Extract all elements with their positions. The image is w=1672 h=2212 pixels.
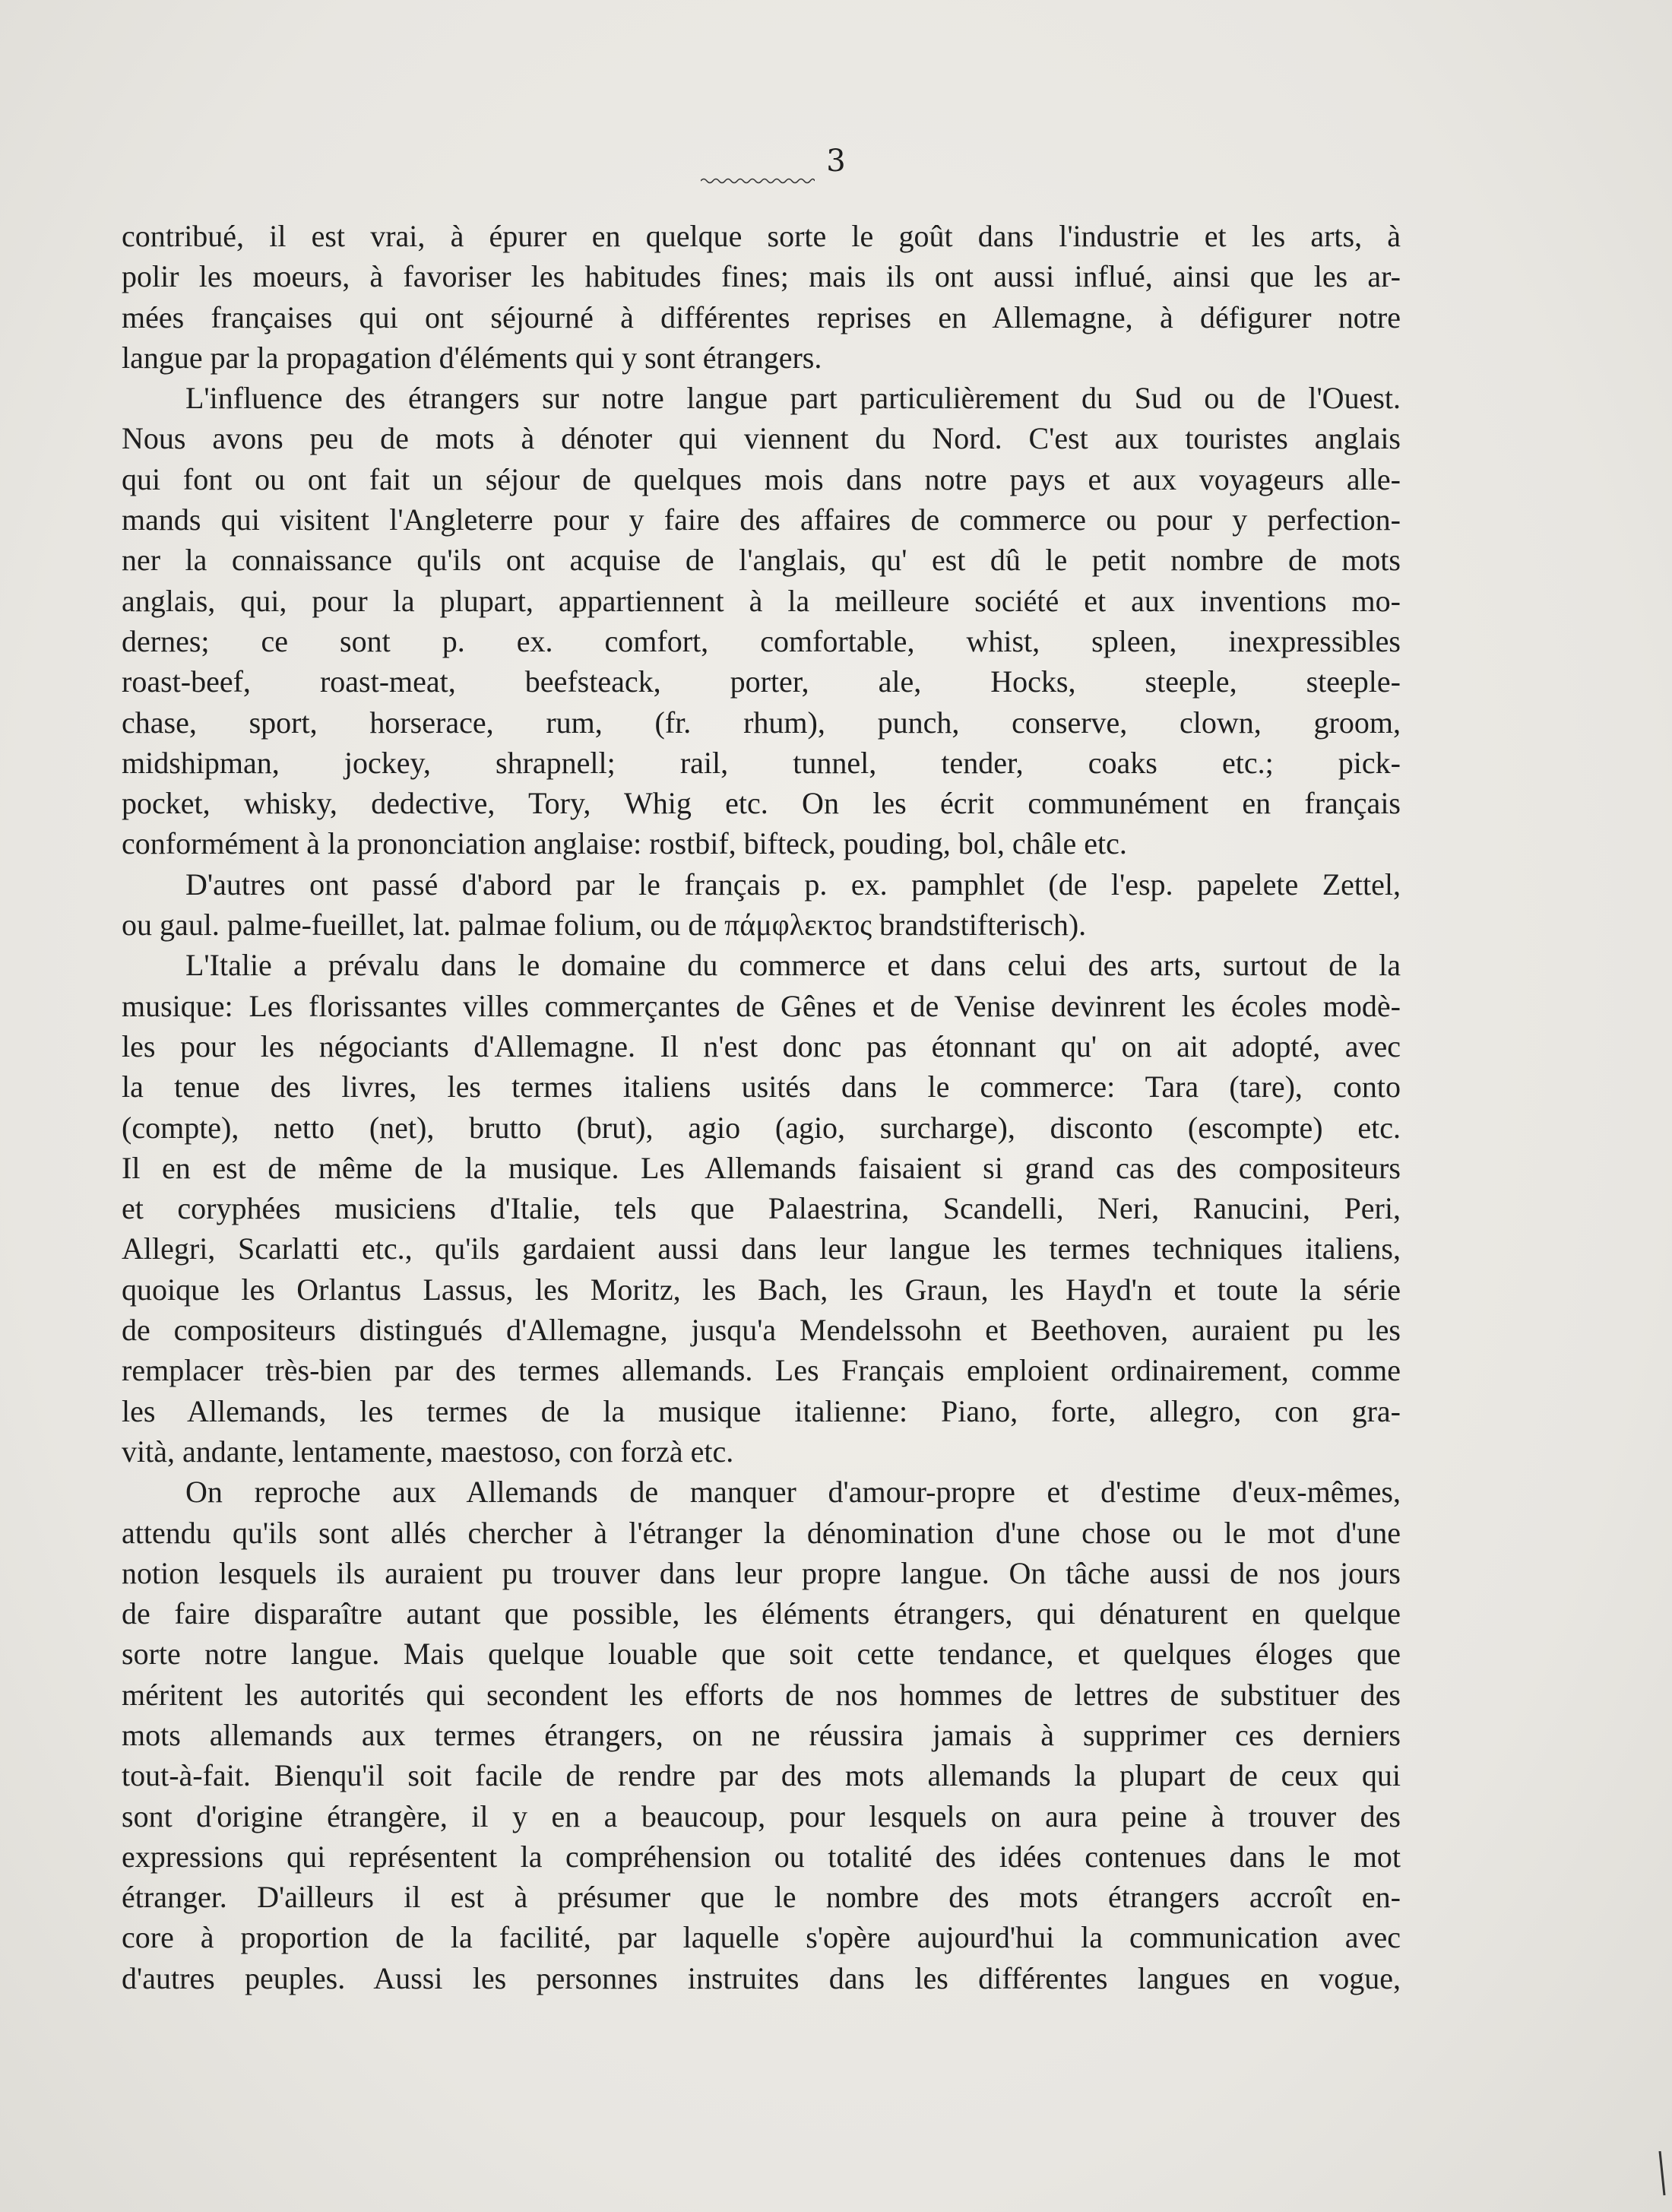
text-line: mées françaises qui ont séjourné à différentes reprises en Allemagne, à défigurer notre (122, 299, 1401, 334)
page-number: 3 (826, 144, 846, 179)
text-line: contribué, il est vrai, à épurer en quelque sorte le goût dans l'industrie et les arts, à (122, 219, 1401, 253)
text-line: Allegri, Scarlatti etc., qu'ils gardaient aussi dans leur langue les termes techniques italiens, (122, 1231, 1401, 1266)
text-line: vità, andante, lentamente, maestoso, con forzà etc. (122, 1434, 734, 1469)
text-line: musique: Les florissantes villes commerçantes de Gênes et de Venise devinrent les écoles modè- (122, 988, 1401, 1023)
text-line: langue par la propagation d'éléments qui y sont étrangers. (122, 340, 822, 375)
text-line: roast-beef, roast-meat, beefsteack, porter, ale, Hocks, steeple, steeple- (122, 664, 1401, 699)
text-line: de faire disparaître autant que possible, les éléments étrangers, qui dénaturent en quelque (122, 1596, 1401, 1631)
text-line: anglais, qui, pour la plupart, appartiennent à la meilleure société et aux inventions mo- (122, 583, 1401, 618)
page-edge-mark (1658, 2151, 1666, 2197)
text-line: On reproche aux Allemands de manquer d'amour-propre et d'estime d'eux-mêmes, (185, 1475, 1401, 1510)
text-line: chase, sport, horserace, rum, (fr. rhum), punch, conserve, clown, groom, (122, 705, 1401, 740)
text-line: sont d'origine étrangère, il y en a beaucoup, pour lesquels on aura peine à trouver des (122, 1798, 1401, 1833)
text-line: (compte), netto (net), brutto (brut), agio (agio, surcharge), disconto (escompte) etc. (122, 1110, 1401, 1145)
text-line: qui font ou ont fait un séjour de quelques mois dans notre pays et aux voyageurs alle- (122, 461, 1401, 496)
text-line: la tenue des livres, les termes italiens usités dans le commerce: Tara (tare), conto (122, 1070, 1401, 1104)
body-text (122, 216, 1401, 1998)
text-line: ner la connaissance qu'ils ont acquise de l'anglais, qu' est dû le petit nombre de mots (122, 543, 1401, 578)
text-line: quoique les Orlantus Lassus, les Moritz, les Bach, les Graun, les Hayd'n et toute la série (122, 1272, 1401, 1307)
text-line: dernes; ce sont p. ex. comfort, comfortable, whist, spleen, inexpressibles (122, 623, 1401, 658)
text-line: polir les moeurs, à favoriser les habitudes fines; mais ils ont aussi influé, ainsi que les ar- (122, 259, 1401, 294)
text-line: expressions qui représentent la compréhension ou totalité des idées contenues dans le mot (122, 1839, 1401, 1874)
text-line: étranger. D'ailleurs il est à présumer que le nombre des mots étrangers accroît en- (122, 1880, 1401, 1915)
text-line: conformément à la prononciation anglaise: rostbif, bifteck, pouding, bol, châle etc. (122, 826, 1127, 861)
text-line: core à proportion de la facilité, par laquelle s'opère aujourd'hui la communication avec (122, 1920, 1401, 1955)
text-line: sorte notre langue. Mais quelque louable que soit cette tendance, et quelques éloges que (122, 1637, 1401, 1672)
text-line: L'Italie a prévalu dans le domaine du commerce et dans celui des arts, surtout de la (185, 948, 1401, 983)
text-line: ou gaul. palme-fueillet, lat. palmae folium, ou de πάμφλεκτος brandstifterisch). (122, 908, 1087, 943)
text-line: de compositeurs distingués d'Allemagne, jusqu'a Mendelssohn et Beethoven, auraient pu les (122, 1313, 1401, 1348)
text-line: Nous avons peu de mots à dénoter qui viennent du Nord. C'est aux touristes anglais (122, 421, 1401, 456)
text-line: et coryphées musiciens d'Italie, tels que Palaestrina, Scandelli, Neri, Ranucini, Peri, (122, 1191, 1401, 1226)
text-line: D'autres ont passé d'abord par le français p. ex. pamphlet (de l'esp. papelete Zettel, (185, 867, 1401, 902)
wavy-ornament-rule (701, 176, 815, 185)
text-line: mots allemands aux termes étrangers, on ne réussira jamais à supprimer ces derniers (122, 1717, 1401, 1752)
text-line: notion lesquels ils auraient pu trouver dans leur propre langue. On tâche aussi de nos jours (122, 1555, 1401, 1590)
text-line: mands qui visitent l'Angleterre pour y faire des affaires de commerce ou pour y perfection- (122, 502, 1401, 537)
text-line: L'influence des étrangers sur notre langue part particulièrement du Sud ou de l'Ouest. (185, 381, 1401, 416)
text-line: pocket, whisky, dedective, Tory, Whig etc. On les écrit communément en français (122, 786, 1401, 821)
text-line: midshipman, jockey, shrapnell; rail, tunnel, tender, coaks etc.; pick- (122, 745, 1401, 780)
text-line: méritent les autorités qui secondent les efforts de nos hommes de lettres de substituer des (122, 1677, 1401, 1712)
text-line: d'autres peuples. Aussi les personnes instruites dans les différentes langues en vogue, (122, 1960, 1401, 1995)
text-line: remplacer très-bien par des termes allemands. Les Français emploient ordinairement, comme (122, 1353, 1401, 1388)
text-line: les pour les négociants d'Allemagne. Il n'est donc pas étonnant qu' on ait adopté, avec (122, 1028, 1401, 1063)
text-line: attendu qu'ils sont allés chercher à l'étranger la dénomination d'une chose ou le mot d'une (122, 1515, 1401, 1550)
text-line: Il en est de même de la musique. Les Allemands faisaient si grand cas des compositeurs (122, 1150, 1401, 1185)
text-line: les Allemands, les termes de la musique italienne: Piano, forte, allegro, con gra- (122, 1393, 1401, 1428)
text-line: tout-à-fait. Bienqu'il soit facile de rendre par des mots allemands la plupart de ceux qui (122, 1758, 1401, 1793)
